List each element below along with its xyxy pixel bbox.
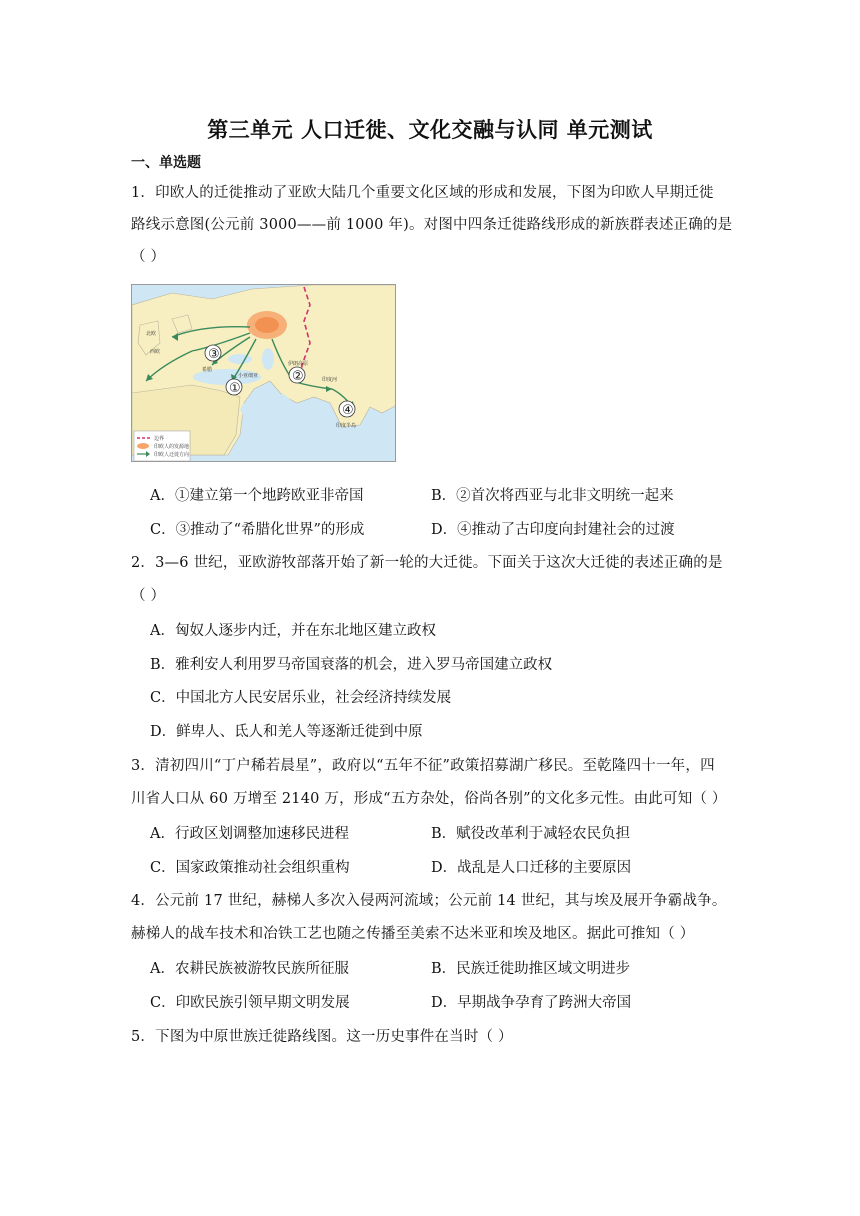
page-title: 第三单元 人口迁徙、文化交融与认同 单元测试 (207, 118, 653, 142)
q2-stem-line1: 2．3—6 世纪，亚欧游牧部落开始了新一轮的大迁徙。下面关于这次大迁徙的表述正确的是 (131, 555, 723, 571)
legend-migration: 印欧人迁徙方向 (154, 452, 190, 458)
map-label-west-europe: 西欧 (150, 349, 161, 355)
legend-homeland: 印欧人的发源地 (154, 444, 190, 450)
q4-stem-line1: 4．公元前 17 世纪，赫梯人多次入侵两河流域；公元前 14 世纪，其与埃及展开争霸战争。 (131, 893, 727, 909)
q1-option-c[interactable]: C．③推动了“希腊化世界”的形成 (150, 522, 365, 538)
q3-option-c[interactable]: C．国家政策推动社会组织重构 (150, 860, 350, 876)
q4-option-d[interactable]: D．早期战争孕育了跨洲大帝国 (431, 995, 632, 1011)
map-label-india: 印度半岛 (336, 423, 357, 429)
q4-option-b[interactable]: B．民族迁徙助推区域文明进步 (431, 961, 631, 977)
q1-stem-line3: （ ） (131, 249, 166, 265)
map-legend (134, 431, 190, 461)
q2-option-b[interactable]: B．雅利安人利用罗马帝国衰落的机会，进入罗马帝国建立政权 (150, 657, 553, 673)
q1-stem-line2: 路线示意图(公元前 3000——前 1000 年)。对图中四条迁徙路线形成的新族群表述正确的是 (131, 217, 733, 233)
q1-option-d[interactable]: D．④推动了古印度向封建社会的过渡 (431, 522, 675, 538)
q3-option-d[interactable]: D．战乱是人口迁移的主要原因 (431, 860, 632, 876)
map-marker-3: ③ (208, 347, 220, 362)
indo-european-migration-map (131, 284, 396, 462)
map-marker-4: ④ (342, 403, 354, 418)
map-label-greece: 希腊 (202, 367, 213, 373)
q1-option-b[interactable]: B．②首次将西亚与北非文明统一起来 (431, 488, 674, 504)
q2-option-a[interactable]: A．匈奴人逐步内迁，并在东北地区建立政权 (150, 623, 436, 639)
q1-option-a[interactable]: A．①建立第一个地跨欧亚非帝国 (150, 488, 364, 504)
map-marker-1: ① (229, 381, 241, 396)
q2-option-c[interactable]: C．中国北方人民安居乐业，社会经济持续发展 (150, 690, 452, 706)
q3-stem-line1: 3．清初四川“丁户稀若晨星”，政府以“五年不征”政策招募湖广移民。至乾隆四十一年，四 (131, 758, 715, 774)
map-label-north-europe: 北欧 (146, 331, 157, 337)
q3-option-a[interactable]: A．行政区划调整加速移民进程 (150, 826, 349, 842)
q4-option-c[interactable]: C．印欧民族引领早期文明发展 (150, 995, 350, 1011)
q2-option-d[interactable]: D．鲜卑人、氐人和羌人等逐渐迁徙到中原 (150, 724, 423, 740)
q2-stem-line2: （ ） (131, 588, 166, 604)
section-heading: 一、单选题 (131, 155, 201, 171)
q3-stem-line2: 川省人口从 60 万增至 2140 万，形成“五方杂处，俗尚各别”的文化多元性。由此可知（ ） (131, 791, 727, 807)
q1-stem-line1: 1．印欧人的迁徙推动了亚欧大陆几个重要文化区域的形成和发展，下图为印欧人早期迁徙 (131, 185, 714, 201)
map-label-iran: 伊朗高原 (288, 361, 309, 367)
legend-boundary: 边界 (154, 436, 165, 442)
q3-option-b[interactable]: B．赋役改革利于减轻农民负担 (431, 826, 631, 842)
map-marker-2: ② (292, 369, 304, 384)
map-label-indus: 印度河 (322, 377, 338, 383)
q4-option-a[interactable]: A．农耕民族被游牧民族所征服 (150, 961, 349, 977)
q4-stem-line2: 赫梯人的战车技术和冶铁工艺也随之传播至美索不达米亚和埃及地区。据此可推知（ ） (131, 926, 695, 942)
q5-stem-line1: 5．下图为中原世族迁徙路线图。这一历史事件在当时（ ） (131, 1029, 513, 1045)
map-label-asia-minor: 小亚细亚 (238, 373, 259, 379)
